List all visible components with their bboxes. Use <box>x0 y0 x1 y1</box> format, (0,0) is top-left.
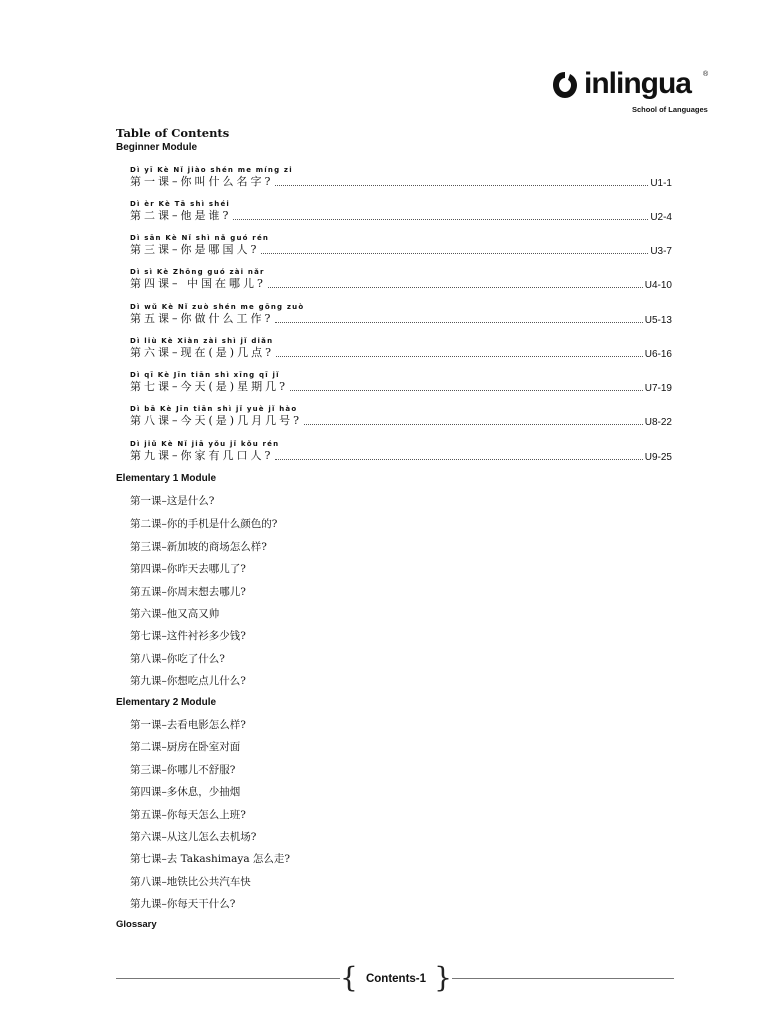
elementary-2-lesson-9[interactable]: 第九课–你每天干什么? <box>130 898 236 910</box>
entry-page-number: U9-25 <box>644 452 672 463</box>
logo-wordmark: inlingua <box>584 67 691 100</box>
toc-entry-lesson-4[interactable] <box>130 268 672 296</box>
entry-pinyin: Dì qī Kè Jīn tiān shì xīng qī jǐ <box>130 371 280 379</box>
entry-page-number: U7-19 <box>644 383 672 394</box>
elementary-1-lesson-9[interactable]: 第九课–你想吃点儿什么? <box>130 675 246 687</box>
elementary-2-lesson-4[interactable]: 第四课–多休息，少抽烟 <box>130 786 241 798</box>
beginner-module-heading: Beginner Module <box>116 142 198 153</box>
entry-title: 第一课–你叫什么名字? <box>130 175 274 188</box>
logo-tagline: School of Languages <box>632 105 708 114</box>
entry-page-number: U1-1 <box>650 178 672 189</box>
elementary-2-lesson-2[interactable]: 第二课–厨房在卧室对面 <box>130 741 241 753</box>
inlingua-mark-icon <box>552 71 578 99</box>
logo-registered-mark: ® <box>703 71 709 78</box>
entry-page-number: U2-4 <box>650 212 672 223</box>
entry-title: 第三课–你是哪国人? <box>130 243 260 256</box>
entry-title: 第六课–现在(是)几点? <box>130 346 274 359</box>
entry-pinyin: Dì wǔ Kè Nǐ zuò shén me gōng zuò <box>130 303 305 311</box>
page-title: Table of Contents <box>116 126 230 140</box>
dot-leader <box>268 286 643 288</box>
footer-rule-right <box>452 978 674 979</box>
dot-leader <box>233 218 648 220</box>
toc-entry-lesson-6[interactable] <box>130 337 672 365</box>
dot-leader <box>275 321 642 323</box>
right-brace-ornament: } <box>434 961 452 994</box>
entry-pinyin: Dì èr Kè Tā shì shéi <box>130 200 230 208</box>
elementary-2-lesson-7[interactable]: 第七课–去 Takashimaya 怎么走? <box>130 853 291 865</box>
footer-rule-left <box>116 978 340 979</box>
elementary-1-lesson-8[interactable]: 第八课–你吃了什么? <box>130 653 225 665</box>
entry-title: 第八课–今天(是)几月几号? <box>130 414 302 427</box>
entry-title: 第七课–今天(是)星期几? <box>130 380 288 393</box>
entry-pinyin: Dì bā Kè Jīn tiān shì jǐ yuè jǐ hào <box>130 405 298 413</box>
entry-pinyin: Dì jiǔ Kè Nǐ jiā yǒu jǐ kǒu rén <box>130 440 280 448</box>
elementary-1-lesson-6[interactable]: 第六课–他又高又帅 <box>130 608 220 620</box>
glossary-link[interactable]: Glossary <box>116 919 157 930</box>
dot-leader <box>290 389 643 391</box>
toc-entry-lesson-1[interactable] <box>130 166 672 194</box>
elementary-1-lesson-3[interactable]: 第三课–新加坡的商场怎么样? <box>130 541 267 553</box>
dot-leader <box>275 184 648 186</box>
elementary-1-lesson-5[interactable]: 第五课–你周末想去哪儿? <box>130 586 246 598</box>
toc-entry-lesson-7[interactable] <box>130 371 672 399</box>
elementary-2-lesson-8[interactable]: 第八课–地铁比公共汽车快 <box>130 876 251 888</box>
dot-leader <box>276 355 643 357</box>
entry-title: 第二课–他是谁? <box>130 209 232 222</box>
elementary-1-lesson-1[interactable]: 第一课–这是什么? <box>130 495 215 507</box>
entry-title: 第四课– 中国在哪儿? <box>130 277 266 290</box>
page-footer <box>340 961 452 994</box>
elementary-2-module-heading: Elementary 2 Module <box>116 697 217 708</box>
elementary-2-lesson-3[interactable]: 第三课–你哪儿不舒服? <box>130 764 236 776</box>
toc-entry-lesson-9[interactable] <box>130 440 672 468</box>
entry-title: 第九课–你家有几口人? <box>130 449 274 462</box>
elementary-2-lesson-1[interactable]: 第一课–去看电影怎么样? <box>130 719 246 731</box>
entry-page-number: U8-22 <box>644 417 672 428</box>
footer-page-label: Contents-1 <box>365 973 427 985</box>
elementary-1-lesson-4[interactable]: 第四课–你昨天去哪儿了? <box>130 563 246 575</box>
elementary-1-lesson-7[interactable]: 第七课–这件衬衫多少钱? <box>130 630 246 642</box>
elementary-2-lesson-6[interactable]: 第六课–从这儿怎么去机场? <box>130 831 257 843</box>
elementary-2-lesson-5[interactable]: 第五课–你每天怎么上班? <box>130 809 246 821</box>
toc-entry-lesson-3[interactable] <box>130 234 672 262</box>
entry-pinyin: Dì yī Kè Nǐ jiào shén me míng zi <box>130 166 293 174</box>
entry-page-number: U4-10 <box>644 280 672 291</box>
entry-pinyin: Dì liù Kè Xiàn zài shì jǐ diǎn <box>130 337 274 345</box>
toc-entry-lesson-8[interactable] <box>130 405 672 433</box>
inlingua-logo <box>548 68 718 118</box>
dot-leader <box>261 252 648 254</box>
dot-leader <box>275 458 642 460</box>
elementary-1-module-heading: Elementary 1 Module <box>116 473 217 484</box>
entry-pinyin: Dì sān Kè Nǐ shì nǎ guó rén <box>130 234 270 242</box>
toc-entry-lesson-5[interactable] <box>130 303 672 331</box>
left-brace-ornament: { <box>340 961 358 994</box>
entry-page-number: U6-16 <box>644 349 672 360</box>
entry-page-number: U3-7 <box>650 246 672 257</box>
dot-leader <box>304 423 643 425</box>
entry-pinyin: Dì sì Kè Zhōng guó zài nǎr <box>130 268 265 276</box>
elementary-1-lesson-2[interactable]: 第二课–你的手机是什么颜色的? <box>130 518 278 530</box>
entry-page-number: U5-13 <box>644 315 672 326</box>
entry-title: 第五课–你做什么工作? <box>130 312 274 325</box>
toc-entry-lesson-2[interactable] <box>130 200 672 228</box>
